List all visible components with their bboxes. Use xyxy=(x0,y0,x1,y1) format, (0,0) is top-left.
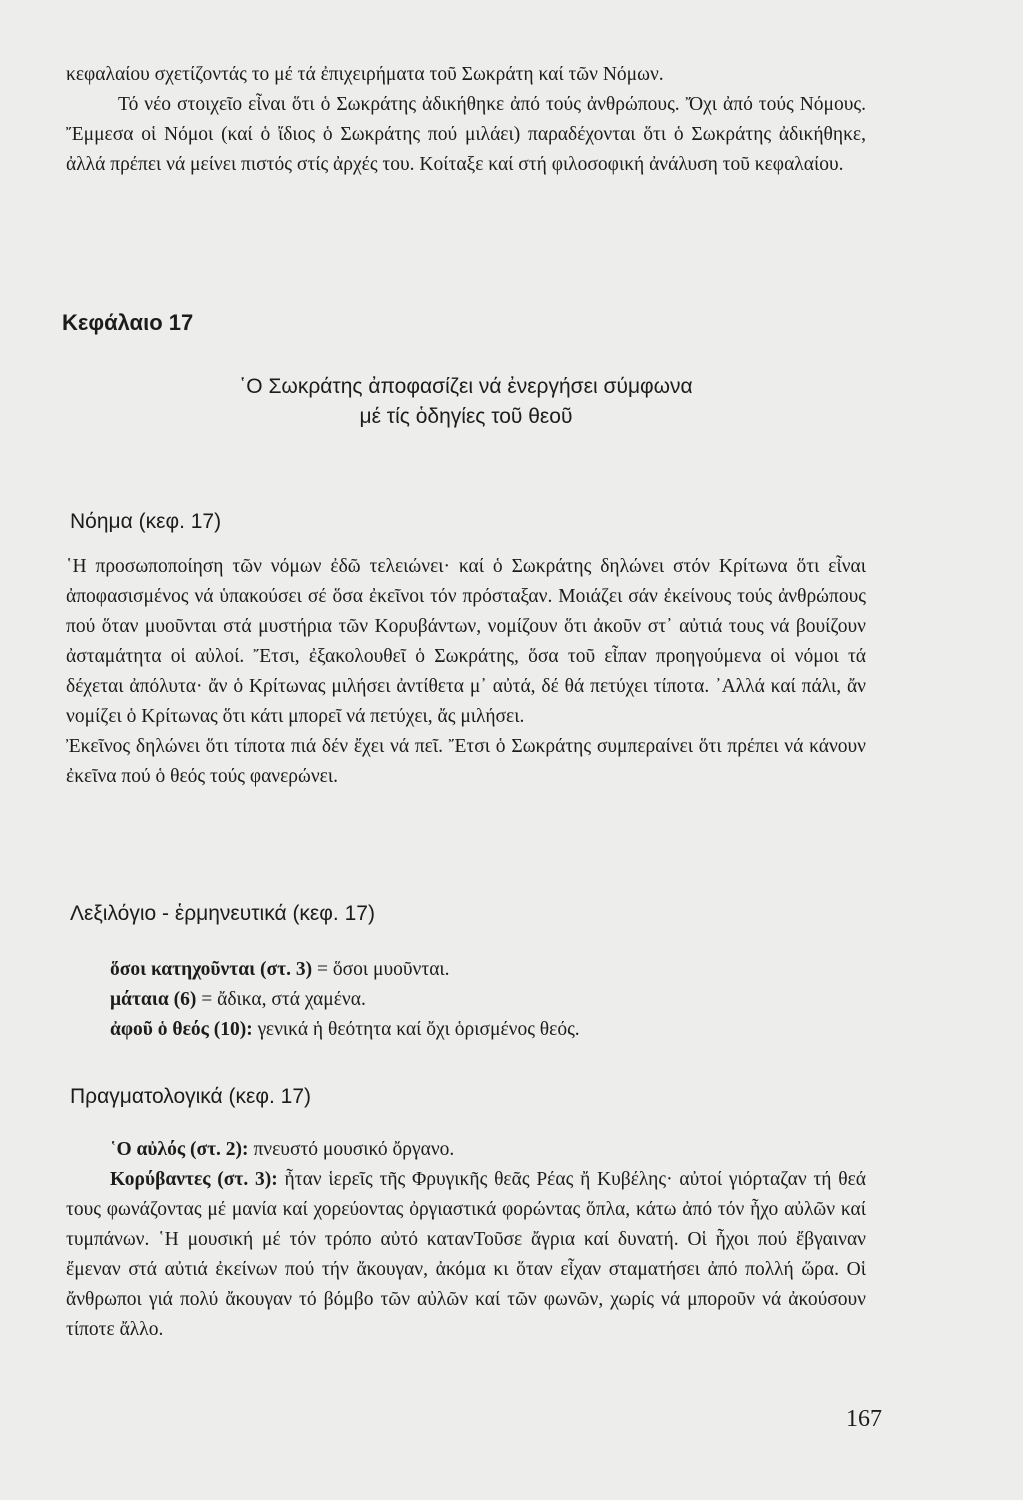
noima-paragraph-2: Ἐκεῖνος δηλώνει ὅτι τίποτα πιά δέν ἔχει νά πεῖ. Ἔτσι ὁ Σωκράτης συμπεραίνει ὅτι πρέπει νά κάνουν ἐκεῖνα πού ὁ θεός τούς φανερώνει. xyxy=(66,736,866,787)
chapter-heading: Κεφάλαιο 17 xyxy=(62,310,194,335)
lexilogio-entry xyxy=(110,985,870,1015)
section-heading-noima: Νόημα (κεφ. 17) xyxy=(70,510,222,533)
section-heading-lexilogio: Λεξιλόγιο - ἑρμηνευτικά (κεφ. 17) xyxy=(70,902,375,925)
lexilogio-entry xyxy=(110,955,870,985)
noima-text xyxy=(66,552,866,792)
entry-definition: = ἄδικα, στά χαμένα. xyxy=(196,989,366,1010)
entry-term: Κορύβαντες (στ. 3): xyxy=(110,1169,278,1190)
section-heading-pragmatologika: Πραγματολογικά (κεφ. 17) xyxy=(70,1085,312,1108)
entry-term: μάταια (6) xyxy=(110,989,197,1010)
entry-definition: πνευστό μουσικό ὄργανο. xyxy=(248,1139,455,1160)
pragmatologika-entries xyxy=(66,1135,866,1345)
entry-definition: ἦταν ἱερεῖς τῆς Φρυγικῆς θεᾶς Ρέας ἤ Κυβέλης· αὐτοί γιόρταζαν τή θεά τους φωνάζοντας μέ μανία καί χορεύοντας ὀργιαστικά φορώντας ὅπλα, κάτω ἀπό τόν ἦχο αὐλῶν καί τυμπάνων. ῾Η μουσική μέ τόν τρόπο αὐτό κατανΤοῦσε ἄγρια καί δυνατή. Οἱ ἦχοι πού ἔβγαιναν ἔμεναν στά αὐτιά ἐκείνων πού τήν ἄκουγαν, ἀκόμα κι ὅταν εἶχαν σταματήσει ἀπό πολλή ὥρα. Οἱ ἄνθρωποι γιά πολύ ἄκουγαν τό βόμβο τῶν αὐλῶν καί τῶν φωνῶν, χωρίς νά μποροῦν νά ἀκούσουν τίποτε ἄλλο. xyxy=(66,1169,866,1340)
entry-definition: γενικά ἡ θεότητα καί ὄχι ὁρισμένος θεός. xyxy=(252,1019,580,1040)
entry-definition: = ὅσοι μυοῦνται. xyxy=(312,959,450,980)
chapter-subtitle xyxy=(186,372,746,432)
noima-paragraph-1: ῾Η προσωποποίηση τῶν νόμων ἐδῶ τελειώνει· καί ὁ Σωκράτης δηλώνει στόν Κρίτωνα ὅτι εἶναι ἀποφασισμένος νά ὑπακούσει σέ ὅσα ἐκεῖνοι τόν πρόσταξαν. Μοιάζει σάν ἐκείνους τούς ἀνθρώπους πού ὅταν μυοῦνται στά μυστήρια τῶν Κορυβάντων, νομίζουν ὅτι ἀκοῦν στ᾽ αὐτιά τους νά βουίζουν ἀσταμάτητα οἱ αὐλοί. Ἔτσι, ἐξακολουθεῖ ὁ Σωκράτης, ὅσα τοῦ εἶπαν προηγούμενα οἱ νόμοι τά δέχεται ἀπόλυτα· ἄν ὁ Κρίτωνας μιλήσει ἀντίθετα μ᾽ αὐτά, δέ θά πετύχει τίποτα. ᾽Αλλά καί πάλι, ἄν νομίζει ὁ Κρίτωνας ὅτι κάτι μπορεῖ νά πετύχει, ἄς μιλήσει. xyxy=(66,556,866,727)
chapter-subtitle-line-2: μέ τίς ὁδηγίες τοῦ θεοῦ xyxy=(359,405,573,428)
intro-paragraph-2: Τό νέο στοιχεῖο εἶναι ὅτι ὁ Σωκράτης ἀδικήθηκε ἀπό τούς ἀνθρώπους. Ὄχι ἀπό τούς Νόμους. Ἔμμεσα οἱ Νόμοι (καί ὁ ἴδιος ὁ Σωκράτης πού μιλάει) παραδέχονται ὅτι ὁ Σωκράτης ἀδικήθηκε, ἀλλά πρέπει νά μείνει πιστός στίς ἀρχές του. Κοίταξε καί στή φιλοσοφική ἀνάλυση τοῦ κεφαλαίου. xyxy=(66,94,866,175)
chapter-subtitle-line-1: ῾Ο Σωκράτης ἀποφασίζει νά ἐνεργήσει σύμφωνα xyxy=(239,375,693,398)
pragmatologika-entry xyxy=(66,1165,866,1345)
pragmatologika-entry xyxy=(66,1135,866,1165)
entry-term: ῾Ο αὐλός (στ. 2): xyxy=(110,1139,249,1160)
page-number: 167 xyxy=(846,1406,882,1432)
intro-text xyxy=(66,60,866,180)
lexilogio-entry xyxy=(110,1015,870,1045)
intro-paragraph-1: κεφαλαίου σχετίζοντάς το μέ τά ἐπιχειρήματα τοῦ Σωκράτη καί τῶν Νόμων. xyxy=(66,64,664,85)
entry-term: ἀφοῦ ὁ θεός (10): xyxy=(110,1019,253,1040)
entry-term: ὅσοι κατηχοῦνται (στ. 3) xyxy=(110,959,313,980)
lexilogio-entries xyxy=(110,955,870,1045)
